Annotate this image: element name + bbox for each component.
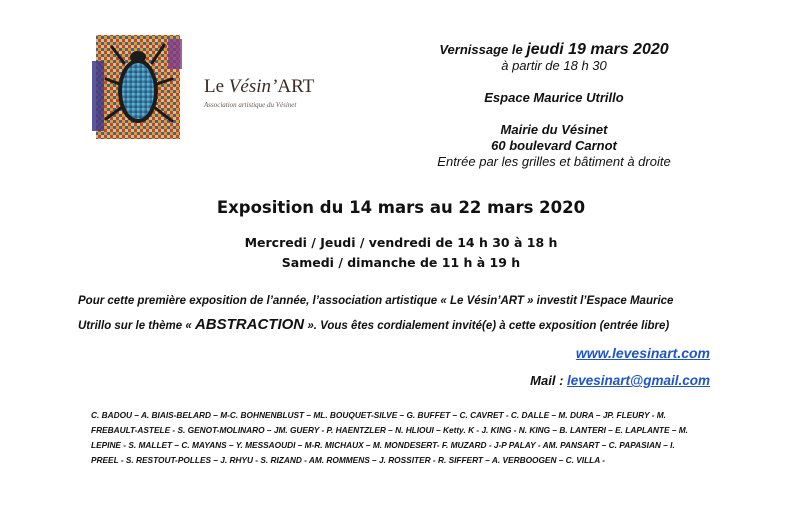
- vernissage-line: [420, 42, 688, 58]
- description-line-2-end: ». Vous êtes cordialement invité(e) à cette exposition (entrée libre): [304, 320, 670, 332]
- email-link[interactable]: levesinart@gmail.com: [567, 373, 710, 388]
- hours-weekend: Samedi / dimanche de 11 h à 19 h: [281, 255, 521, 270]
- description-line-2: [78, 316, 738, 333]
- logo-name-main: Vésin’: [228, 76, 278, 97]
- vernissage-date: jeudi 19 mars 2020: [526, 41, 669, 58]
- logo-subtitle: Association artistique du Vésinet: [204, 101, 297, 109]
- logo-image: [92, 33, 188, 143]
- vernissage-label: Vernissage le: [439, 42, 527, 57]
- artists-line: LEPINE - S. MALLET – C. MAYANS – Y. MESSAOUDI – M-R. MICHAUX – M. MONDESERT- F. MUZARD - J-P PALAY - AM. PANSART – C. PAPASIAN – I.: [91, 440, 675, 450]
- vernissage-info: [420, 42, 688, 170]
- hours-weekday: Mercredi / Jeudi / vendredi de 14 h 30 à 18 h: [244, 235, 558, 250]
- mail-row: [530, 373, 710, 388]
- logo-name-suffix: ART: [277, 76, 315, 97]
- description-line-2-start: Utrillo sur le thème «: [78, 320, 195, 332]
- artists-line: PREEL - S. RESTOUT-POLLES – J. RHYU - S. RIZAND - AM. ROMMENS – J. ROSSITER - R. SIFFERT – A. VERBOOGEN – C. VILLA -: [91, 455, 606, 465]
- vernissage-time: à partir de 18 h 30: [501, 58, 607, 73]
- venue-access: Entrée par les grilles et bâtiment à droite: [437, 154, 671, 169]
- artists-line: FREBAULT-ASTELE - S. GENOT-MOLINARO – JM. GUERY - P. HAENTZLER – N. HLIOUI – Ketty. K - J. KING - N. KING – B. LANTERI – E. LAPLANTE – M.: [91, 425, 688, 435]
- theme-name: ABSTRACTION: [194, 316, 305, 333]
- venue-place: Mairie du Vésinet: [500, 122, 608, 137]
- venue-name: Espace Maurice Utrillo: [484, 90, 624, 105]
- exposition-title: Exposition du 14 mars au 22 mars 2020: [216, 198, 586, 217]
- artists-list: [91, 408, 751, 468]
- venue-address: 60 boulevard Carnot: [491, 138, 617, 153]
- website-link[interactable]: www.levesinart.com: [575, 345, 710, 361]
- description-line-1: Pour cette première exposition de l’année, l’association artistique « Le Vésin’ART » investit l’Espace Maurice: [78, 295, 674, 307]
- logo-name: [204, 76, 314, 98]
- artists-line: C. BADOU – A. BIAIS-BELARD – M-C. BOHNENBLUST – ML. BOUQUET-SILVE – G. BUFFET – C. CAVRET - C. DALLE – M. DURA – JP. FLEURY - M.: [91, 410, 666, 420]
- logo-name-prefix: Le: [204, 76, 229, 97]
- mail-label: Mail :: [530, 373, 568, 388]
